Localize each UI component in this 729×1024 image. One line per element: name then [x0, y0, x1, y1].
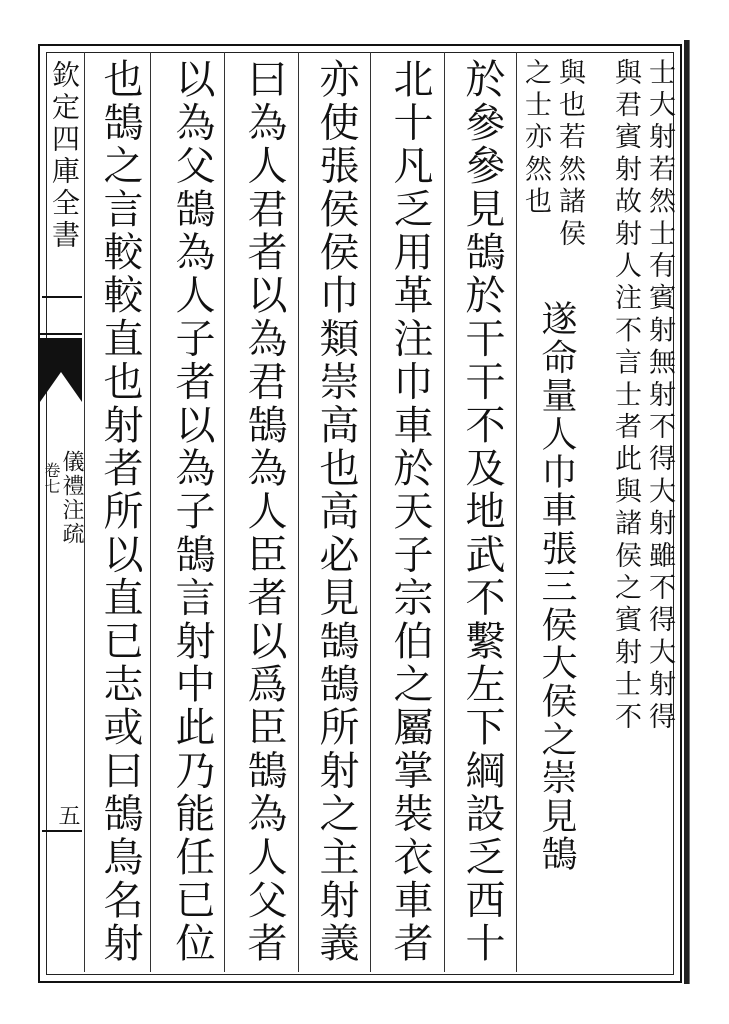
small-text-line: 與君賓射故射人注不言士者此與諸侯之賓射士不	[610, 58, 641, 735]
column-rule	[516, 52, 517, 972]
column-rule	[370, 52, 371, 972]
juan-number: 卷七	[42, 462, 61, 494]
small-text-line: 與也若然諸侯	[554, 58, 585, 252]
text-column-2-main: 遂命量人巾車張三侯大侯之崇見鵠	[536, 300, 577, 873]
book-title: 儀禮注疏	[59, 450, 84, 546]
text-column-5: 亦使張侯侯巾類崇高也高必見鵠鵠所射之主射義	[313, 58, 359, 966]
margin-column	[38, 50, 84, 970]
text-column-2-small	[522, 58, 586, 298]
column-rule	[444, 52, 445, 972]
column-rule	[298, 52, 299, 972]
fishtail-mark-icon	[38, 332, 84, 412]
small-text-line: 之士亦然也	[520, 58, 551, 219]
text-column-1	[586, 58, 676, 958]
text-column-8: 也鵠之言較較直也射者所以直已志或曰鵠鳥名射	[97, 58, 143, 966]
text-column-4: 北十凡乏用革注巾車於天子宗伯之屬掌裝衣車者	[387, 58, 433, 966]
page-edge-gap	[689, 40, 690, 984]
text-column-3: 於參參見鵠於干干不及地武不繫左下綱設乏西十	[459, 58, 505, 966]
text-column-7: 以為父鵠為人子者以為子鵠言射中此乃能任已位	[169, 58, 215, 966]
margin-rule-bottom	[42, 830, 82, 832]
column-rule	[224, 52, 225, 972]
collection-title: 欽定四庫全書	[48, 60, 81, 252]
small-text-line: 士大射若然士有賓射無射不得大射雖不得大射得	[644, 58, 675, 735]
margin-rule-top	[42, 296, 82, 298]
column-rule	[150, 52, 151, 972]
text-column-6: 曰為人君者以為君鵠為人臣者以爲臣鵠為人父者	[241, 58, 287, 966]
column-rule	[84, 52, 85, 972]
page-number: 五	[55, 804, 80, 826]
